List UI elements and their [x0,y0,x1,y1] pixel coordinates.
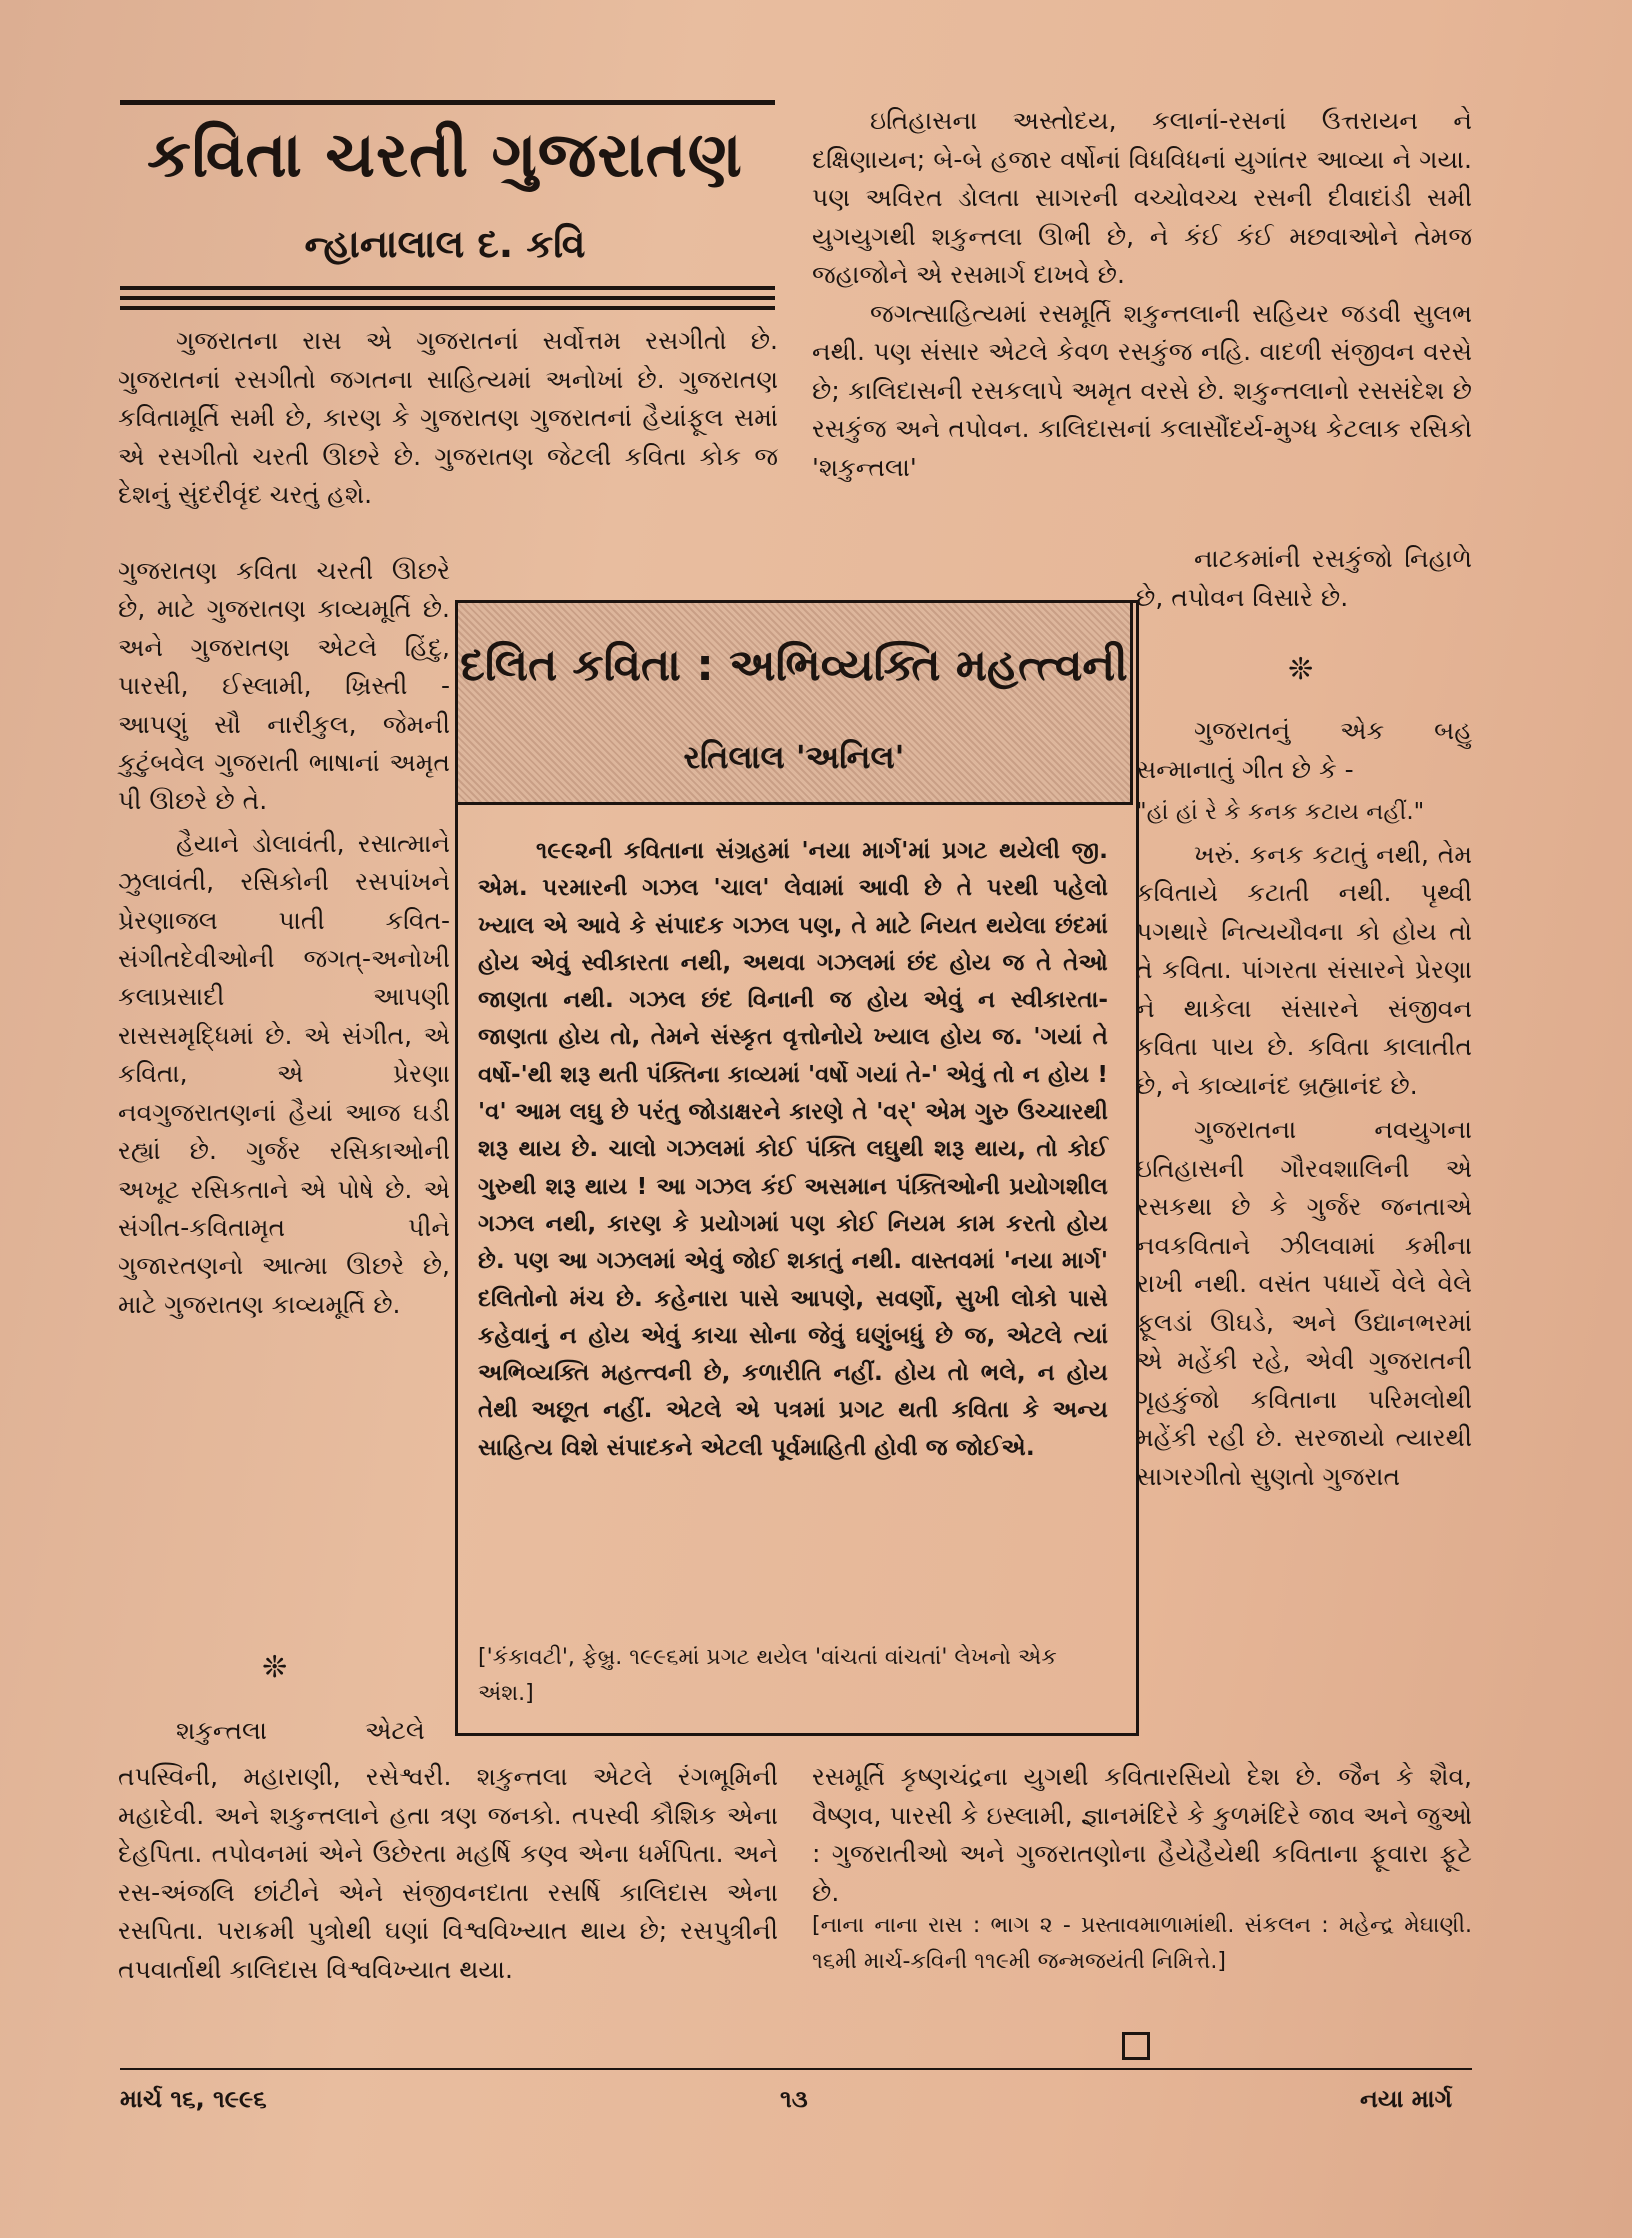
article-author: ન્હાનાલાલ દ. કવિ [304,222,586,266]
right-col-para-2: ખરું. કનક કટાતું નથી, તેમ કવિતાયે કટાતી નથી. પૃથ્વી પગથારે નિત્યયૌવના કો હોય તો તે કવિતા. પાંગરતા સંસારને પ્રેરણા ને થાકેલા સંસારને સંજીવન કવિતા પાય છે. કવિતા કાલાતીત છે, ને કાવ્યાનંદ બ્રહ્માનંદ છે. [1136,839,1472,1100]
right-para-1: ઇતિહાસના અસ્તોદય, કલાનાં-રસનાં ઉત્તરાયન ને દક્ષિણાયન; બે-બે હજાર વર્ષોનાં વિધવિધનાં યુગાંતર આવ્યા ને ગયા. પણ અવિરત ડોલતા સાગરની વચ્ચોવચ્ચ રસની દીવાદાંડી સમી યુગયુગથી શકુન્તલા ઊભી છે, ને કંઈ કંઈ મછવાઓને તેમજ જહાજોને એ રસમાર્ગ દાખવે છે. [812,106,1472,289]
title-bottom-rule-1 [120,286,775,290]
end-mark-square [1122,2032,1150,2060]
title-bottom-rule-2 [120,296,775,300]
right-col-para-1: ગુજરાતનું એક બહુ સન્માનાતું ગીત છે કે - [1136,716,1472,784]
source-note: [નાના નાના રાસ : ભાગ ૨ - પ્રસ્તાવમાળામાંથી. સંકલન : મહેન્દ્ર મેઘાણી. ૧૬મી માર્ચ-કવિની ૧૧૯મી જન્મજયંતી નિમિત્તે.] [812,1913,1472,1974]
title-bottom-rule-3 [120,306,775,310]
left-col-para-2: હૈયાને ડોલાવંતી, રસાત્માને ઝુલાવંતી, રસિકોની રસપાંખને પ્રેરણાજલ પાતી કવિત-સંગીતદેવીઓની જગત્-અનોખી કલાપ્રસાદી આપણી રાસસમૃદ્ધિમાં છે. એ સંગીત, એ કવિતા, એ પ્રેરણા નવગુજરાતણનાં હૈયાં આજ ઘડી રહ્યાં છે. ગુર્જર રસિકાઓની અખૂટ રસિકતાને એ પોષે છે. એ સંગીત-કવિતામૃત પીને ગુજારતણનો આત્મા ઊછરે છે, માટે ગુજરાતણ કાવ્યમૂર્તિ છે. [118,828,450,1319]
footer-page-number: ૧૩ [780,2085,808,2113]
section-divider-star-left: ❊ [262,1650,288,1685]
footer-date: માર્ચ ૧૬, ૧૯૯૬ [120,2085,267,2113]
insert-box-body: ૧૯૯૨ની કવિતાના સંગ્રહમાં 'નયા માર્ગ'માં પ્રગટ થયેલી જી. એમ. પરમારની ગઝલ 'ચાલ' લેવામાં આવી છે તે પરથી પહેલો ખ્યાલ એ આવે કે સંપાદક ગઝલ પણ, તે માટે નિયત થયેલા છંદમાં હોય એવું સ્વીકારતા નથી, અથવા ગઝલમાં છંદ હોય જ તે તેઓ જાણતા નથી. ગઝલ છંદ વિનાની જ હોય એવું ન સ્વીકારતા-જાણતા હોય તો, તેમને સંસ્કૃત વૃત્તોનોયે ખ્યાલ હોય જ. 'ગયાં તે વર્ષો-'થી શરૂ થતી પંક્તિના કાવ્યમાં 'વર્ષો ગયાં તે-' એવું તો ન હોય ! 'વ' આમ લઘુ છે પરંતુ જોડાક્ષરને કારણે તે 'વર્' એમ ગુરુ ઉચ્ચારથી શરૂ થાય છે. ચાલો ગઝલમાં કોઈ પંક્તિ લઘુથી શરૂ થાય, તો કોઈ ગુરુથી શરૂ થાય ! આ ગઝલ કંઈ અસમાન પંક્તિઓની પ્રયોગશીલ ગઝલ નથી, કારણ કે પ્રયોગમાં પણ કોઈ નિયમ કામ કરતો હોય છે. પણ આ ગઝલમાં એવું જોઈ શકાતું નથી. વાસ્તવમાં 'નયા માર્ગ' દલિતોનો મંચ છે. કહેનારા પાસે આપણે, સવર્ણો, સુખી લોકો પાસે કહેવાનું ન હોય એવું કાચા સોના જેવું ઘણુંબધું છે જ, એટલે ત્યાં અભિવ્યક્તિ મહત્ત્વની છે, કળારીતિ નહીં. હોય તો ભલે, ન હોય તેથી અછૂત નહીં. એટલે એ પત્રમાં પ્રગટ થતી કવિતા કે અન્ય સાહિત્ય વિશે સંપાદકને એટલી પૂર્વમાહિતી હોવી જ જોઈએ. [478,837,1108,1461]
footer-publication: નયા માર્ગ [1360,2085,1453,2113]
right-quote: "હાં હાં રે કે કનક કટાય નહીં." [1136,799,1425,825]
title-top-rule [120,100,775,105]
insert-box-note: ['કંકાવટી', ફેબ્રુ. ૧૯૯૬માં પ્રગટ થયેલ 'વાંચતાં વાંચતાં' લેખનો એક અંશ.] [478,1645,1057,1706]
right-para-2-end: નાટકમાંની રસકુંજો નિહાળે છે, તપોવન વિસારે છે. [1136,544,1472,612]
footer-rule [120,2068,1472,2070]
left-intro-paragraph: ગુજરાતના રાસ એ ગુજરાતનાં સર્વોત્તમ રસગીતો છે. ગુજરાતનાં રસગીતો જગતના સાહિત્યમાં અનોખાં છે. ગુજરાતણ કવિતામૂર્તિ સમી છે, કારણ કે ગુજરાતણ ગુજરાતનાં હૈયાંફૂલ સમાં એ રસગીતો ચરતી ઊછરે છે. ગુજરાતણ જેટલી કવિતા કોક જ દેશનું સુંદરીવૃંદ ચરતું હશે. [118,326,778,509]
left-col-para-1: ગુજરાતણ કવિતા ચરતી ઊછરે છે, માટે ગુજરાતણ કાવ્યમૂર્તિ છે. અને ગુજરાતણ એટલે હિંદુ, પારસી, ઈસ્લામી, ખ્રિસ્તી - આપણું સૌ નારીકુલ, જેમની કુટુંબવેલ ગુજરાતી ભાષાનાં અમૃત પી ઊછરે છે તે. [118,556,450,816]
left-col-para-3-start: શકુન્તલા એટલે [176,1716,425,1745]
right-column-text [1136,712,1472,1496]
article-title: કવિતા ચરતી ગુજરાતણ [147,118,743,191]
bottom-right-paragraph: રસમૂર્તિ કૃષ્ણચંદ્રના યુગથી કવિતારસિયો દેશ છે. જૈન કે શૈવ, વૈષ્ણવ, પારસી કે ઇસ્લામી, જ્ઞાનમંદિરે કે કુળમંદિરે જાવ અને જુઓ : ગુજરાતીઓ અને ગુજરાતણોના હૈયેહૈયેથી કવિતાના ફૂવારા ફૂટે છે. [812,1762,1472,1907]
right-top-paragraphs [812,102,1472,487]
bottom-left-paragraph: તપસ્વિની, મહારાણી, રસેશ્વરી. શકુન્તલા એટલે રંગભૂમિની મહાદેવી. અને શકુન્તલાને હતા ત્રણ જનકો. તપસ્વી કૌશિક એના દેહપિતા. તપોવનમાં એને ઉછેરતા મહર્ષિ કણ્વ એના ધર્મપિતા. અને રસ-અંજલિ છાંટીને એને સંજીવનદાતા રસર્ષિ કાલિદાસ એના રસપિતા. પરાક્રમી પુત્રોથી ઘણાં વિશ્વવિખ્યાત થાય છે; રસપુત્રીની તપવાર્તાથી કાલિદાસ વિશ્વવિખ્યાત થયા. [118,1762,778,1984]
right-para-2: જગત્સાહિત્યમાં રસમૂર્તિ શકુન્તલાની સહિયર જડવી સુલભ નથી. પણ સંસાર એટલે કેવળ રસકુંજ નહિ. વાદળી સંજીવન વરસે છે; કાલિદાસની રસકલાપે અમૃત વરસે છે. શકુન્તલાનો રસસંદેશ છે રસકુંજ અને તપોવન. કાલિદાસનાં કલાસૌંદર્ય-મુગ્ધ કેટલાક રસિકો 'શકુન્તલા' [812,298,1472,482]
right-col-para-3: ગુજરાતના નવયુગના ઇતિહાસની ગૌરવશાલિની એ રસકથા છે કે ગુર્જર જનતાએ નવકવિતાને ઝીલવામાં કમીના રાખી નથી. વસંત પધાર્યે વેલે વેલે ફૂલડાં ઊઘડે, અને ઉદ્યાનભરમાં એ મહેંકી રહે, એવી ગુજરાતની ગૃહકુંજો કવિતાના પરિમલોથી મહેંકી રહી છે. સરજાયો ત્યારથી સાગરગીતો સુણતો ગુજરાત [1136,1115,1472,1491]
section-divider-star-right: ❊ [1288,652,1314,687]
left-column-text [118,552,450,1324]
insert-box-author: રતિલાલ 'અનિલ' [683,738,905,776]
insert-box-title: દલિત કવિતા : અભિવ્યક્તિ મહત્ત્વની [460,640,1128,691]
